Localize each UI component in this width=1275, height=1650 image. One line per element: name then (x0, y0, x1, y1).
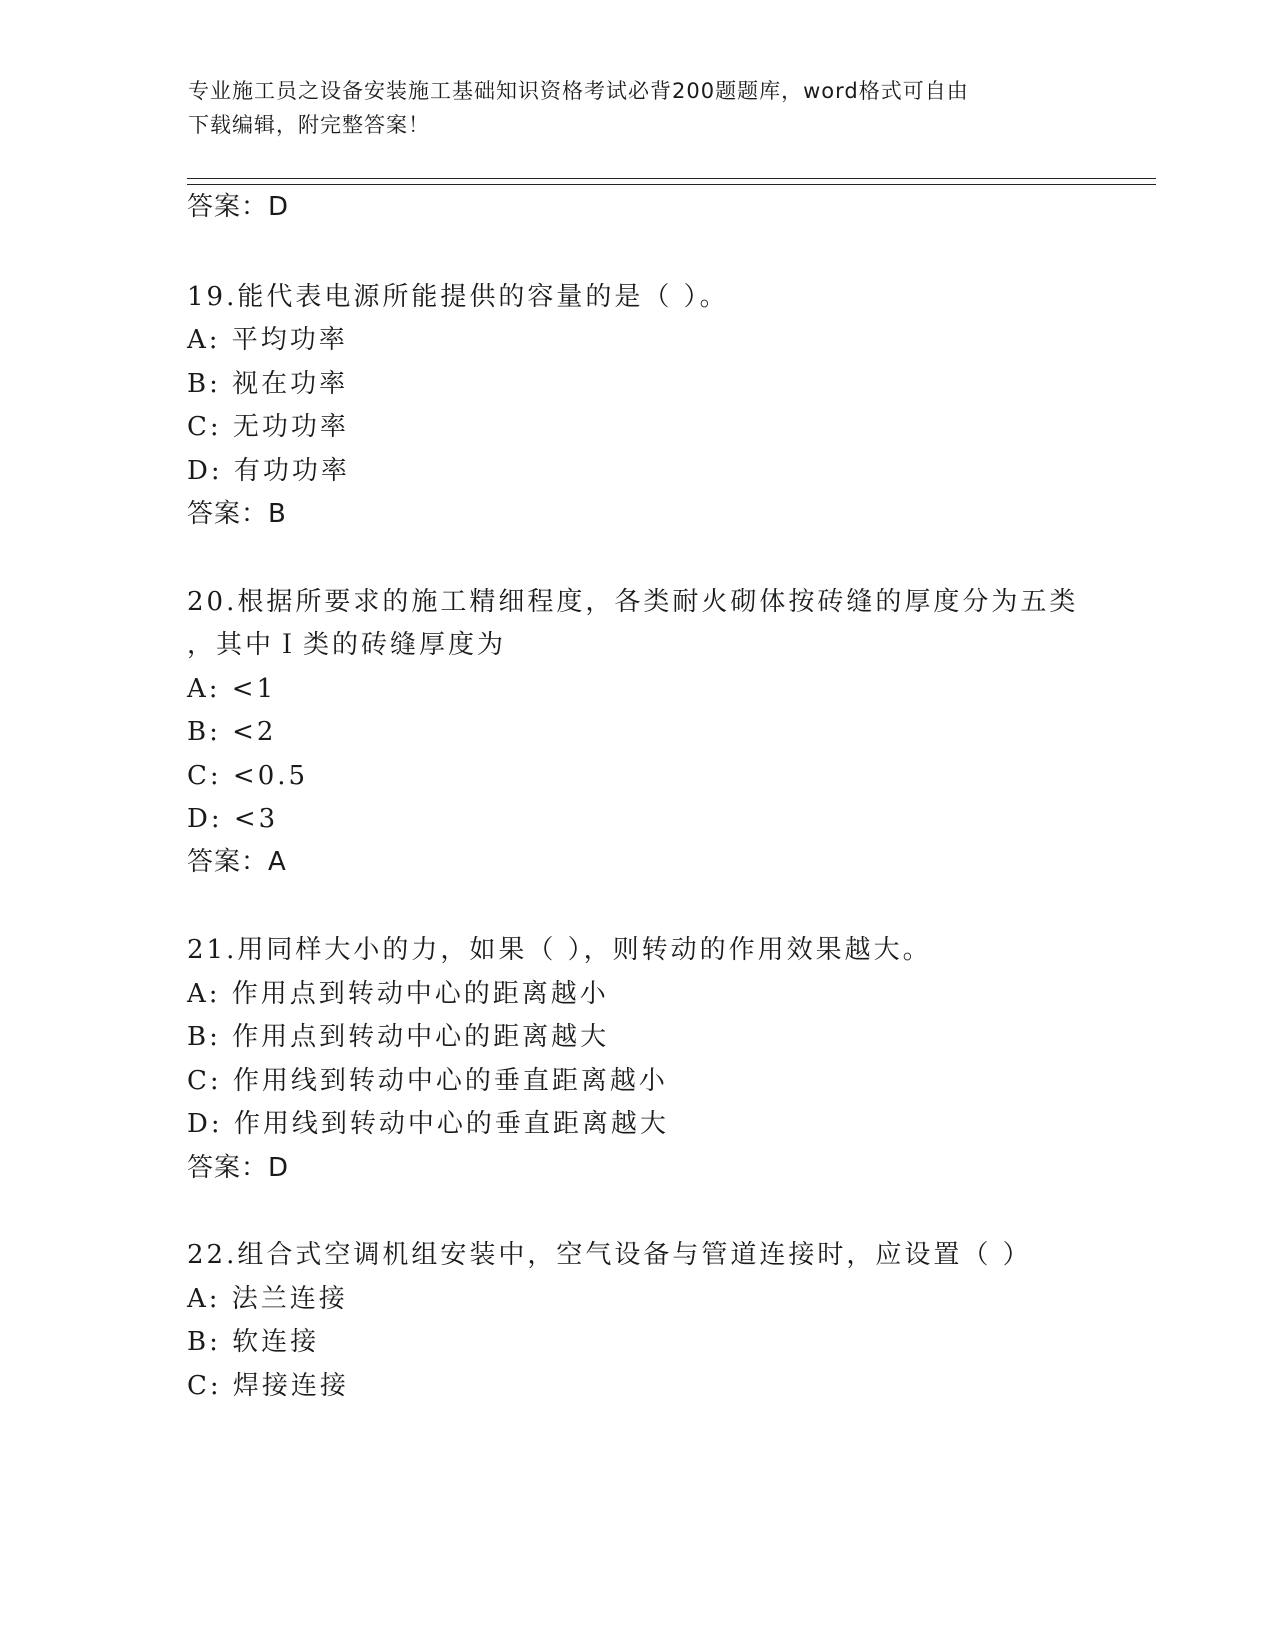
question-22-option-c: C: 焊接连接 (187, 1371, 349, 1401)
question-19-answer: 答案：B (187, 499, 287, 529)
question-21-stem: 21.用同样大小的力，如果（ ），则转动的作用效果越大。 (187, 935, 932, 965)
previous-answer: 答案：D (187, 192, 290, 222)
question-20-answer: 答案：A (187, 847, 287, 877)
document-header (188, 74, 1068, 142)
question-21-option-d: D: 作用线到转动中心的垂直距离越大 (187, 1109, 669, 1139)
question-19-option-c: C: 无功功率 (187, 412, 349, 442)
question-20-stem: 20.根据所要求的施工精细程度，各类耐火砌体按砖缝的厚度分为五类 (187, 587, 1079, 617)
question-20-option-b: B: <2 (187, 717, 277, 747)
question-19-stem: 19.能代表电源所能提供的容量的是（ ）。 (187, 282, 729, 312)
question-21-option-a: A: 作用点到转动中心的距离越小 (187, 979, 609, 1009)
question-20-stem-continued: ，其中Ｉ类的砖缝厚度为 (187, 630, 507, 660)
question-22-stem: 22.组合式空调机组安装中，空气设备与管道连接时，应设置（ ） (187, 1240, 1032, 1270)
header-line-2: 下载编辑，附完整答案！ (188, 113, 430, 137)
question-19-option-a: A: 平均功率 (187, 325, 348, 355)
question-19-option-b: B: 视在功率 (187, 369, 349, 399)
question-19-option-d: D: 有功功率 (187, 456, 350, 486)
question-20-option-c: C: <0.5 (187, 761, 309, 791)
question-20-option-a: A: <1 (187, 674, 277, 704)
question-22-option-a: A: 法兰连接 (187, 1284, 348, 1314)
question-22-option-b: B: 软连接 (187, 1327, 320, 1357)
header-line-1: 专业施工员之设备安装施工基础知识资格考试必背200题题库，word格式可自由 (188, 79, 969, 103)
question-20-option-d: D: <3 (187, 804, 279, 834)
question-21-option-b: B: 作用点到转动中心的距离越大 (187, 1022, 610, 1052)
question-21-answer: 答案：D (187, 1153, 290, 1183)
header-divider (187, 178, 1156, 185)
question-21-option-c: C: 作用线到转动中心的垂直距离越小 (187, 1066, 668, 1096)
